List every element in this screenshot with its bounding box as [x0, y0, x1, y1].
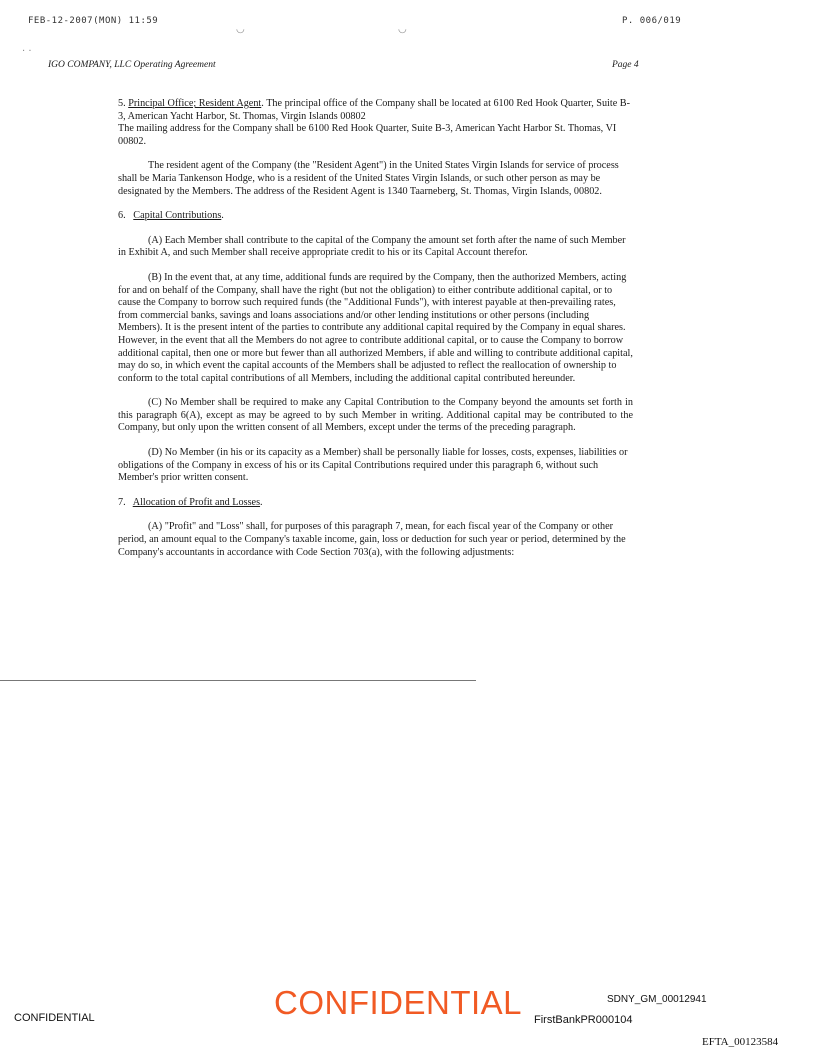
section-5-number: 5.: [118, 98, 126, 109]
section-6-d: (D) No Member (in his or its capacity as a Member) shall be personally liable for losses, costs, expenses, liabilities or obligations of the Company in excess of his or its Capital Contributions required under this paragraph 6, without such Member's prior written consent.: [118, 447, 628, 484]
section-6-a: (A) Each Member shall contribute to the capital of the Company the amount set forth after the name of such Member in Exhibit A, and such Member shall receive appropriate credit to his or its Capital Account therefor.: [118, 234, 626, 259]
document-title: IGO COMPANY, LLC Operating Agreement: [48, 60, 216, 70]
bates-efta: EFTA_00123584: [702, 1036, 779, 1048]
section-7-title: 7. Allocation of Profit and Losses.: [118, 496, 263, 508]
scan-artifact: ◡: [236, 24, 245, 35]
page-divider-line: [0, 680, 476, 681]
scan-artifact: · ·: [22, 46, 32, 57]
confidential-stamp: CONFIDENTIAL: [274, 984, 523, 1021]
section-7-heading: Allocation of Profit and Losses: [132, 496, 261, 508]
section-5-heading: Principal Office; Resident Agent: [128, 98, 262, 109]
bates-sdny: SDNY_GM_00012941: [607, 994, 707, 1005]
section-5-resident-agent: The resident agent of the Company (the "Resident Agent") in the United States Virgin Islands for service of process shall be Maria Tankenson Hodge, who is a resident of the United States Virgin Islands, or such other person as may be designated by the Members. The address of the Resident Agent is 1340 Taarneberg, St. Thomas, Virgin Islands, 00802.: [118, 160, 619, 197]
fax-header-timestamp: FEB-12-2007(MON) 11:59: [28, 16, 159, 26]
bates-firstbank: FirstBankPR000104: [534, 1014, 633, 1026]
section-5-lead: 5. Principal Office; Resident Agent. The principal office of the Company shall be located at 6100 Red Hook Quarter, Suite B-3, American Yacht Harbor, St. Thomas, Virgin Islands 00802: [118, 98, 630, 122]
fax-header-page: P. 006/019: [622, 16, 682, 26]
page-number: Page 4: [612, 60, 639, 70]
section-7-number: 7.: [118, 496, 126, 508]
confidential-label: CONFIDENTIAL: [14, 1012, 95, 1024]
section-6-title: 6. Capital Contributions.: [118, 210, 224, 222]
section-6-number: 6.: [118, 210, 126, 222]
section-6-c: (C) No Member shall be required to make any Capital Contribution to the Company beyond the amounts set forth in this paragraph 6(A), except as may be agreed to by such Member in writing. Additional capital may be contributed to the Company, but only upon the written consent of all Members, except under the terms of the preceding paragraph.: [118, 397, 633, 434]
section-7-a: (A) "Profit" and "Loss" shall, for purposes of this paragraph 7, mean, for each fiscal year of the Company or other period, an amount equal to the Company's taxable income, gain, loss or deduction for such year or period, determined by the Company's accountants in accordance with Code Section 703(a), with the following adjustments:: [118, 521, 626, 558]
section-5-principal-office: The principal office of the Company shall be located at 6100 Red Hook Quarter, Suite B-3, American Yacht Harbor, St. Thomas, Virgin Islands 00802: [118, 98, 630, 122]
document-body: [118, 98, 633, 571]
section-6-b: (B) In the event that, at any time, additional funds are required by the Company, then the authorized Members, acting for and on behalf of the Company, shall have the right (but not the obligation) to either contribute additional capital, or to cause the Company to borrow such required funds (the "Additional Funds"), with interest payable at then-prevailing rates, from commercial banks, savings and loans associations and/or other lending institutions or other persons (including Members). It is the present intent of the parties to contribute any additional capital required by the Company in equal shares. However, in the event that all the Members do not agree to contribute additional capital, or to cause the Company to borrow additional capital, then one or more but fewer than all authorized Members, if able and willing to contribute additional capital, may do so, in which event the capital accounts of the Members shall be adjusted to reflect the reallocation of ownership to conform to the total capital contributions of all Members, including the additional capital contributed hereunder.: [118, 271, 633, 384]
section-6-heading: Capital Contributions: [133, 210, 222, 222]
scan-artifact: ◡: [398, 24, 407, 35]
section-5-mailing: The mailing address for the Company shall be 6100 Red Hook Quarter, Suite B-3, American Yacht Harbor St. Thomas, VI 00802.: [118, 123, 617, 147]
